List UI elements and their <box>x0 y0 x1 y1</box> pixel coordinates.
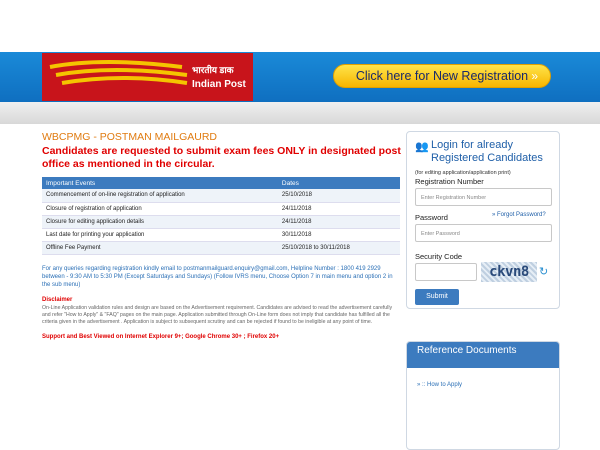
login-title-line2: Registered Candidates <box>431 152 543 164</box>
reference-heading: Reference Documents <box>407 342 559 368</box>
event-cell: Offline Fee Payment <box>42 241 278 254</box>
users-icon: 👥 <box>415 141 429 153</box>
forgot-password-link[interactable] <box>492 212 546 218</box>
date-cell: 25/10/2018 <box>278 189 400 202</box>
logo-english-text: Indian Post <box>192 79 246 90</box>
editing-note: (for editing application/application print) <box>415 170 511 176</box>
header-events: Important Events <box>42 177 278 189</box>
double-chevron-icon: » <box>531 69 538 83</box>
security-code-input[interactable] <box>415 263 477 281</box>
table-row <box>42 189 400 202</box>
event-cell: Closure for editing application details <box>42 215 278 228</box>
password-input[interactable]: Enter Password <box>415 224 552 242</box>
main-content <box>42 131 402 340</box>
refresh-icon[interactable]: ↻ <box>539 266 549 278</box>
registration-number-label: Registration Number <box>415 177 484 186</box>
registration-number-input[interactable]: Enter Registration Number <box>415 188 552 206</box>
top-margin <box>0 0 600 52</box>
date-cell: 24/11/2018 <box>278 215 400 228</box>
logo-hindi-text: भारतीय डाक <box>192 65 234 75</box>
captcha-image: ckvn8 <box>481 262 537 282</box>
new-registration-label: Click here for New Registration <box>355 69 529 83</box>
password-label: Password <box>415 213 448 222</box>
table-header-row <box>42 177 400 189</box>
how-to-apply-label: :: How to Apply <box>422 382 463 388</box>
page-title: WBCPMG - POSTMAN MAILGAURD <box>42 131 218 143</box>
fee-notice: Candidates are requested to submit exam fees ONLY in designated post office as mentioned in the circular. <box>42 145 401 170</box>
login-title-line1: Login for already <box>431 139 513 151</box>
double-chevron-icon: » <box>417 382 423 388</box>
date-cell: 30/11/2018 <box>278 228 400 241</box>
nav-band <box>0 102 600 124</box>
login-title <box>431 139 543 165</box>
queries-text: For any queries regarding registration kindly email to postmanmailguard.enquiry@gmail.com, Helpline Number : 1800 419 2929 between - 9:30 AM to 5:30 PM (Except Saturdays and Sundays) (Follow IVRS menu, Choose Option 7 in main menu and option 2 in the sub menu) <box>42 265 393 288</box>
event-cell: Last date for printing your application <box>42 228 278 241</box>
table-row <box>42 228 400 241</box>
header-dates: Dates <box>278 177 400 189</box>
india-post-logo <box>42 53 253 101</box>
disclaimer-text: On-Line Application validation rules and design are based on the Advertisement requirement. Candidates are advised to read the advertisement carefully and refer "How to Apply" & "FAQ" pages on the main page. Application submitted through On-Line form does not imply that candidate has fulfilled all the criteria given in the advertisement . Application is subject to subsequent scrutiny and can be rejected if found to be ineligible at any point of time. <box>42 304 393 325</box>
events-table <box>42 177 400 255</box>
event-cell: Closure of registration of application <box>42 202 278 215</box>
browser-support-text: Support and Best Viewed on Internet Explorer 9+; Google Chrome 30+ ; Firefox 20+ <box>42 333 280 340</box>
disclaimer-heading: Disclaimer <box>42 296 73 303</box>
date-cell: 24/11/2018 <box>278 202 400 215</box>
reference-panel <box>406 341 560 450</box>
how-to-apply-link[interactable] <box>417 382 462 388</box>
security-code-label: Security Code <box>415 252 463 261</box>
table-row <box>42 202 400 215</box>
double-chevron-icon: » <box>492 212 498 218</box>
event-cell: Commencement of on-line registration of application <box>42 189 278 202</box>
forgot-password-label: Forgot Password? <box>497 212 546 218</box>
new-registration-button[interactable] <box>333 64 551 88</box>
table-row <box>42 215 400 228</box>
login-panel <box>406 131 560 309</box>
india-post-logo-icon <box>42 53 253 101</box>
date-cell: 25/10/2018 to 30/11/2018 <box>278 241 400 254</box>
table-row <box>42 241 400 254</box>
submit-button[interactable]: Submit <box>415 289 459 305</box>
